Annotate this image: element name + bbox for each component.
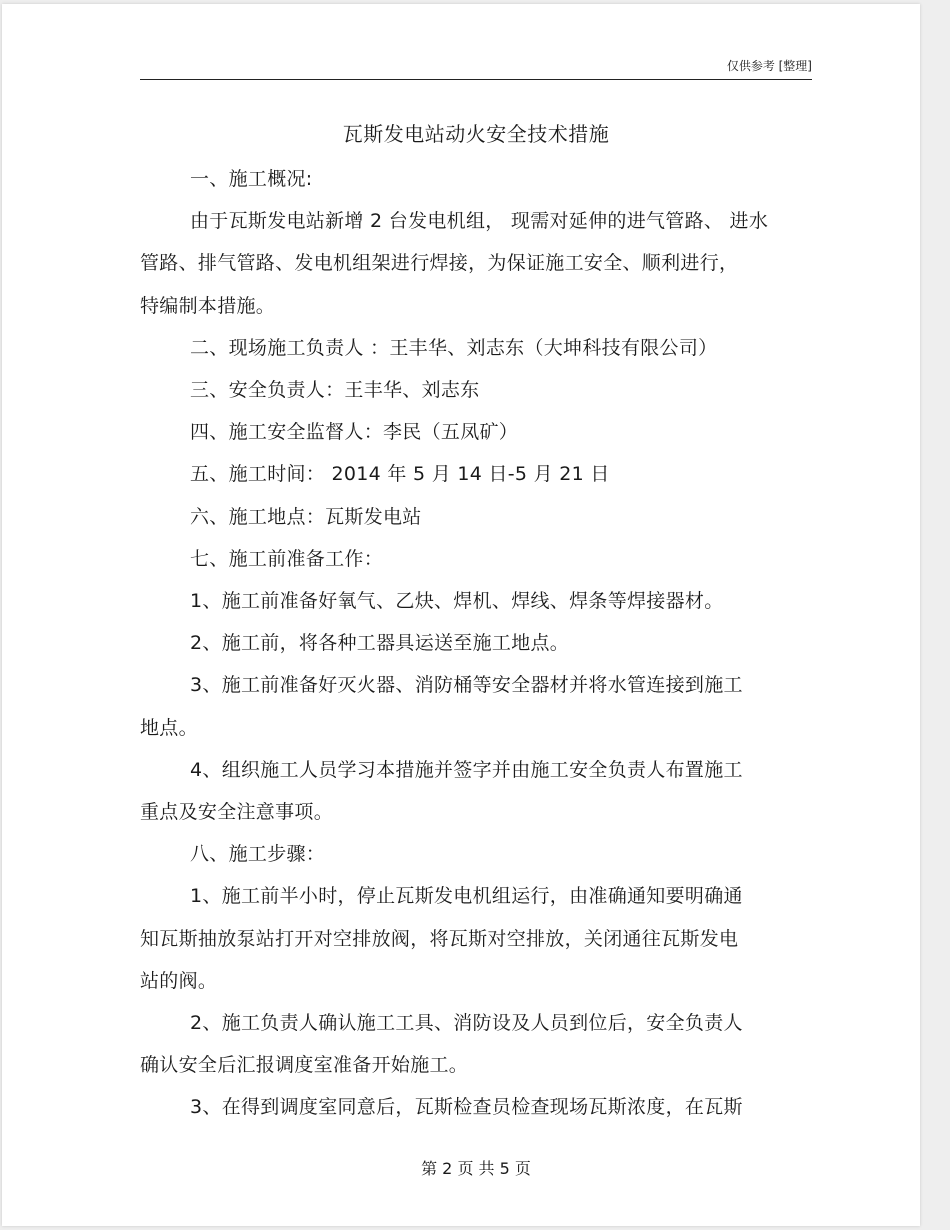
paragraph-line: 二、现场施工负责人 ：王丰华、刘志东（大坤科技有限公司） [190, 336, 718, 359]
page-number-footer: 第 2 页 共 5 页 [421, 1159, 531, 1178]
page-header: 仅供参考 [整理] [726, 59, 812, 73]
paragraph-line: 由于瓦斯发电站新增 2 台发电机组， 现需对延伸的进气管路、 进水 [190, 210, 769, 233]
paragraph-line: 八、施工步骤： [190, 843, 326, 866]
document-page [2, 4, 920, 1226]
paragraph-line: 站的阀。 [140, 969, 218, 992]
paragraph-line: 地点。 [140, 716, 198, 739]
paragraph-line: 4、组织施工人员学习本措施并签字并由施工安全负责人布置施工 [190, 758, 743, 781]
header-rule [140, 79, 812, 80]
paragraph-line: 四、施工安全监督人：李民（五凤矿） [190, 421, 519, 444]
paragraph-line: 重点及安全注意事项。 [140, 801, 334, 824]
paragraph-line: 3、在得到调度室同意后，瓦斯检查员检查现场瓦斯浓度，在瓦斯 [190, 1096, 743, 1119]
paragraph-line: 六、施工地点：瓦斯发电站 [190, 505, 422, 528]
paragraph-line: 七、施工前准备工作： [190, 547, 384, 570]
document-body [140, 158, 812, 1129]
paragraph-line: 知瓦斯抽放泵站打开对空排放阀，将瓦斯对空排放，关闭通往瓦斯发电 [140, 927, 739, 950]
paragraph-line: 2、施工负责人确认施工工具、消防设及人员到位后，安全负责人 [190, 1012, 743, 1035]
paragraph-line: 1、施工前准备好氧气、乙炔、焊机、焊线、焊条等焊接器材。 [190, 590, 724, 613]
paragraph-line: 3、施工前准备好灭火器、消防桶等安全器材并将水管连接到施工 [190, 674, 743, 697]
paragraph-line: 2、施工前，将各种工器具运送至施工地点。 [190, 632, 570, 655]
paragraph-line: 1、施工前半小时，停止瓦斯发电机组运行，由准确通知要明确通 [190, 885, 743, 908]
paragraph-line: 三、安全负责人：王丰华、刘志东 [190, 379, 480, 402]
paragraph-line: 一、施工概况: [190, 168, 313, 190]
paragraph-line: 确认安全后汇报调度室准备开始施工。 [140, 1054, 469, 1077]
paragraph-line: 管路、排气管路、发电机组架进行焊接，为保证施工安全、顺利进行， [140, 252, 739, 275]
document-title: 瓦斯发电站动火安全技术措施 [342, 122, 610, 146]
paragraph-line: 五、施工时间： 2014 年 5 月 14 日-5 月 21 日 [190, 463, 610, 486]
paragraph-line: 特编制本措施。 [140, 294, 276, 317]
